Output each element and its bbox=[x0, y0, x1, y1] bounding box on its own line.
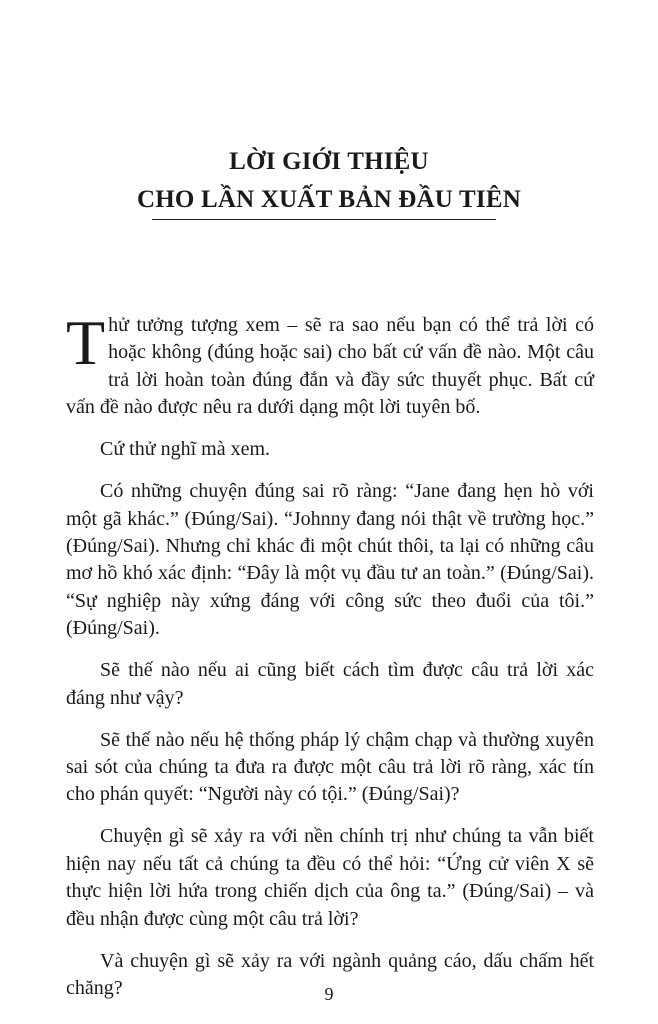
paragraph-4: Sẽ thế nào nếu ai cũng biết cách tìm được câu trả lời xác đáng như vậy? bbox=[66, 659, 594, 709]
chapter-title-line-2: CHO LẦN XUẤT BẢN ĐẦU TIÊN bbox=[137, 186, 521, 213]
chapter-body bbox=[66, 307, 594, 1017]
paragraph-7: Và chuyện gì sẽ xảy ra với ngành quảng cáo, dấu chấm hết chăng? bbox=[66, 949, 594, 1000]
chapter-title-line-1: LỜI GIỚI THIỆU bbox=[229, 148, 429, 175]
drop-cap: T bbox=[66, 307, 106, 378]
page-number: 9 bbox=[324, 984, 334, 1004]
paragraph-1-text: hử tưởng tượng xem – sẽ ra sao nếu bạn có thể trả lời có hoặc không (đúng hoặc sai) cho bất cứ vấn đề nào. Một câu trả lời hoàn toàn đúng đắn và đầy sức thuyết phục. Bất cứ vấn đề nào được nêu ra dưới dạng một lời tuyên bố. bbox=[66, 314, 594, 419]
paragraph-3: Có những chuyện đúng sai rõ ràng: “Jane đang hẹn hò với một gã khác.” (Đúng/Sai). “Johnny đang nói thật về trường học.” (Đúng/Sai). Nhưng chỉ khác đi một chút thôi, ta lại có những câu mơ hồ khó xác định: “Đây là một vụ đầu tư an toàn.” (Đúng/Sai). “Sự nghiệp này xứng đáng với công sức theo đuổi của tôi.” (Đúng/Sai). bbox=[66, 480, 594, 640]
title-underline bbox=[152, 219, 496, 220]
paragraph-5: Sẽ thế nào nếu hệ thống pháp lý chậm chạp và thường xuyên sai sót của chúng ta đưa ra được một câu trả lời rõ ràng, xác tín cho phán quyết: “Người này có tội.” (Đúng/Sai)? bbox=[66, 728, 594, 806]
paragraph-1 bbox=[66, 307, 594, 422]
paragraph-6: Chuyện gì sẽ xảy ra với nền chính trị như chúng ta vẫn biết hiện nay nếu tất cả chúng ta đều có thể hỏi: “Ứng cử viên X sẽ thực hiện lời hứa trong chiến dịch của ông ta.” (Đúng/Sai) – và đều nhận được cùng một câu trả lời? bbox=[66, 825, 594, 930]
paragraph-2: Cứ thử nghĩ mà xem. bbox=[100, 438, 270, 461]
